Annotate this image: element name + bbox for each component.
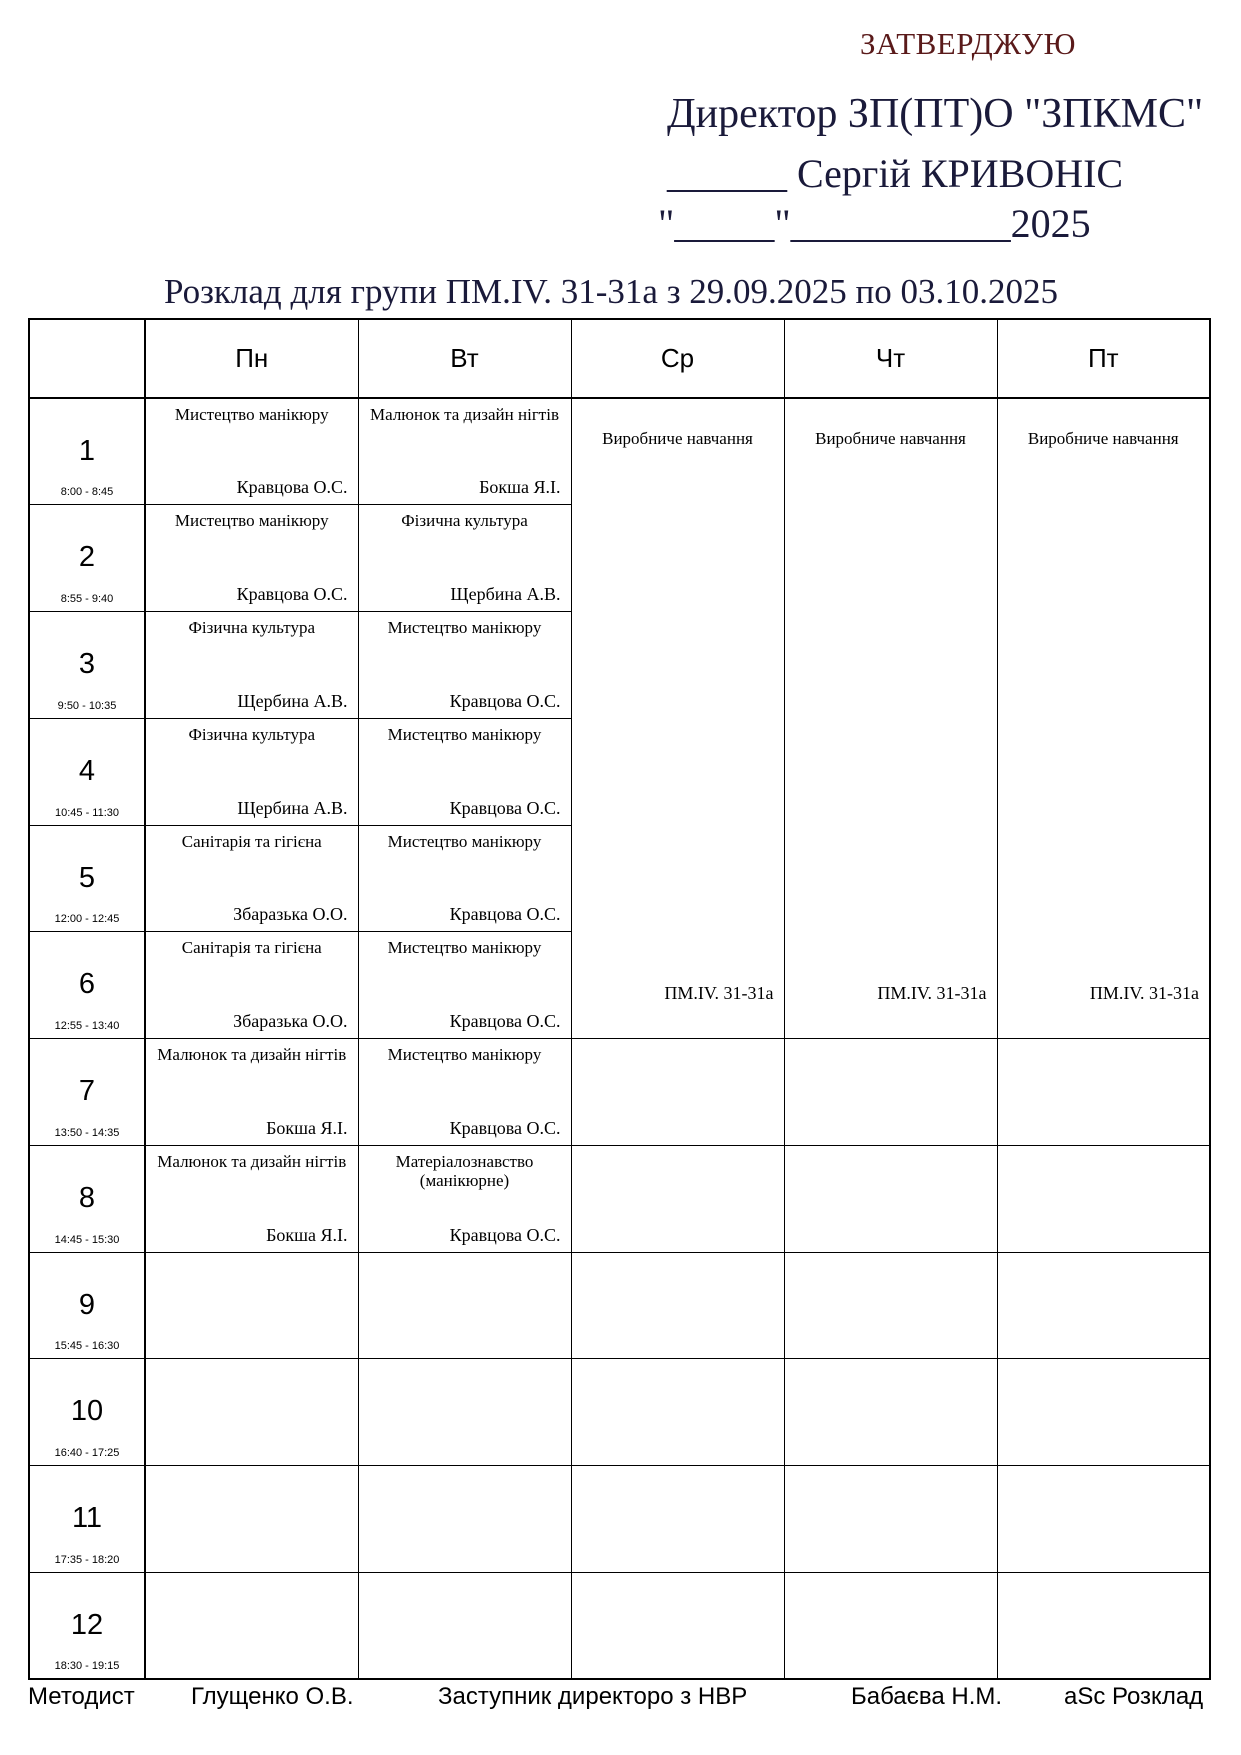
empty-cell <box>145 1466 358 1573</box>
lesson-subject: Мистецтво манікюру <box>387 938 542 958</box>
period-row <box>29 1466 1210 1573</box>
lesson-subject: Санітарія та гігієна <box>181 938 322 958</box>
lesson-cell-mon <box>145 505 358 612</box>
lesson-subject: Мистецтво манікюру <box>387 724 542 744</box>
lesson-cell-tue <box>358 612 571 719</box>
period-time: 13:50 - 14:35 <box>54 1126 120 1139</box>
period-cell <box>29 398 145 505</box>
lesson-teacher: Кравцова О.С. <box>449 1117 561 1138</box>
period-cell <box>29 718 145 825</box>
empty-cell <box>358 1252 571 1359</box>
lesson-cell-mon <box>145 932 358 1039</box>
empty-cell <box>784 1359 997 1466</box>
period-row <box>29 1145 1210 1252</box>
empty-cell <box>997 1252 1210 1359</box>
production-group: ПМ.IV. 31-31а <box>664 983 774 1003</box>
period-number: 1 <box>78 435 96 467</box>
empty-cell <box>997 1572 1210 1679</box>
lesson-subject: Мистецтво манікюру <box>174 511 329 531</box>
lesson-cell-tue <box>358 398 571 505</box>
period-row <box>29 1572 1210 1679</box>
day-header-wed: Ср <box>571 319 784 398</box>
period-number: 9 <box>78 1288 96 1321</box>
period-cell <box>29 505 145 612</box>
production-subject: Виробниче навчання <box>602 429 753 448</box>
period-cell <box>29 1572 145 1679</box>
empty-cell <box>997 1145 1210 1252</box>
lesson-subject: Мистецтво манікюру <box>387 1045 542 1064</box>
empty-cell <box>571 1039 784 1146</box>
empty-cell <box>145 1359 358 1466</box>
period-number: 10 <box>70 1395 104 1428</box>
lesson-cell-mon <box>145 398 358 505</box>
lesson-teacher: Кравцова О.С. <box>449 1011 561 1031</box>
software-credit: aSc Розклад <box>1064 1683 1204 1710</box>
lesson-teacher: Щербина А.В. <box>237 690 348 711</box>
period-number: 5 <box>78 861 96 894</box>
day-header-tue: Вт <box>358 319 571 398</box>
lesson-subject: Малюнок та дизайн нігтів <box>370 405 559 424</box>
lesson-cell-tue <box>358 932 571 1039</box>
lesson-cell-tue <box>358 1039 571 1146</box>
lesson-cell-tue <box>358 825 571 932</box>
empty-cell <box>358 1359 571 1466</box>
period-time: 18:30 - 19:15 <box>54 1660 120 1672</box>
day-header-thu: Чт <box>784 319 997 398</box>
lesson-cell-mon <box>145 1039 358 1146</box>
lesson-teacher: Щербина А.В. <box>450 584 561 604</box>
period-number: 12 <box>70 1608 104 1641</box>
deputy-name: Бабаєва Н.М. <box>851 1683 1003 1710</box>
period-number: 8 <box>78 1181 96 1214</box>
empty-cell <box>571 1252 784 1359</box>
director-title: Директор ЗП(ПТ)О "ЗПКМС" <box>667 91 1204 137</box>
day-header-mon: Пн <box>145 319 358 398</box>
empty-cell <box>784 1572 997 1679</box>
production-subject: Виробниче навчання <box>815 429 966 448</box>
corner-cell <box>29 319 145 398</box>
schedule-title: Розклад для групи ПМ.IV. 31-31а з 29.09.2025 по 03.10.2025 <box>163 272 1059 311</box>
schedule-table <box>28 318 1211 1680</box>
lesson-cell-mon <box>145 612 358 719</box>
lesson-teacher: Кравцова О.С. <box>449 690 561 711</box>
period-time: 12:00 - 12:45 <box>54 913 120 926</box>
empty-cell <box>784 1145 997 1252</box>
period-number: 6 <box>78 968 96 1001</box>
empty-cell <box>145 1572 358 1679</box>
lesson-teacher: Кравцова О.С. <box>449 1224 561 1245</box>
period-cell <box>29 932 145 1039</box>
period-cell <box>29 1359 145 1466</box>
lesson-subject: Мистецтво манікюру <box>387 831 542 851</box>
empty-cell <box>997 1039 1210 1146</box>
period-row <box>29 398 1210 505</box>
empty-cell <box>571 1145 784 1252</box>
empty-cell <box>358 1572 571 1679</box>
period-cell <box>29 1039 145 1146</box>
production-cell-thu <box>784 398 997 1039</box>
director-signature: ______ Сергій КРИВОНІС <box>667 151 1124 196</box>
lesson-teacher: Кравцова О.С. <box>449 797 561 818</box>
methodist-label: Методист <box>28 1683 135 1710</box>
production-group: ПМ.IV. 31-31а <box>877 983 987 1003</box>
deputy-label: Заступник директоро з НВР <box>438 1683 748 1710</box>
lesson-teacher: Бокша Я.І. <box>266 1117 348 1138</box>
empty-cell <box>571 1359 784 1466</box>
lesson-teacher: Кравцова О.С. <box>449 904 561 925</box>
period-time: 16:40 - 17:25 <box>54 1447 120 1459</box>
lesson-cell-tue <box>358 1145 571 1252</box>
empty-cell <box>784 1466 997 1573</box>
period-cell <box>29 1145 145 1252</box>
lesson-teacher: Кравцова О.С. <box>236 584 348 604</box>
lesson-cell-mon <box>145 718 358 825</box>
lesson-subject: Фізична культура <box>188 724 316 744</box>
production-cell-fri <box>997 398 1210 1039</box>
period-cell <box>29 825 145 932</box>
lesson-teacher: Бокша Я.І. <box>479 477 561 498</box>
lesson-subject: Санітарія та гігієна <box>181 831 322 851</box>
period-cell <box>29 612 145 719</box>
empty-cell <box>784 1039 997 1146</box>
period-time: 12:55 - 13:40 <box>54 1020 120 1032</box>
period-time: 17:35 - 18:20 <box>54 1553 120 1566</box>
lesson-teacher: Кравцова О.С. <box>236 477 348 498</box>
period-number: 2 <box>78 541 96 574</box>
approve-heading: ЗАТВЕРДЖУЮ <box>860 26 1076 61</box>
period-time: 8:00 - 8:45 <box>60 486 114 499</box>
empty-cell <box>358 1466 571 1573</box>
lesson-subject: Малюнок та дизайн нігтів <box>157 1045 347 1064</box>
period-time: 15:45 - 16:30 <box>54 1340 120 1353</box>
empty-cell <box>145 1252 358 1359</box>
empty-cell <box>997 1466 1210 1573</box>
period-number: 4 <box>78 754 96 787</box>
period-time: 8:55 - 9:40 <box>60 593 114 605</box>
period-number: 3 <box>78 648 96 680</box>
day-header-fri: Пт <box>997 319 1210 398</box>
lesson-teacher: Бокша Я.І. <box>266 1224 348 1245</box>
period-row <box>29 1359 1210 1466</box>
lesson-cell-mon <box>145 825 358 932</box>
lesson-subject: Фізична культура <box>401 511 528 531</box>
day-header-row <box>29 319 1210 398</box>
production-cell-wed <box>571 398 784 1039</box>
period-number: 11 <box>71 1502 103 1534</box>
lesson-subject: Фізична культура <box>188 618 316 637</box>
empty-cell <box>571 1466 784 1573</box>
empty-cell <box>571 1572 784 1679</box>
lesson-teacher: Збаразька О.О. <box>233 1011 348 1031</box>
period-time: 14:45 - 15:30 <box>54 1233 120 1246</box>
lesson-teacher: Щербина А.В. <box>237 797 348 818</box>
lesson-subject: Мистецтво манікюру <box>387 618 542 637</box>
lesson-subject: Малюнок та дизайн нігтів <box>157 1151 347 1171</box>
production-subject: Виробниче навчання <box>1027 429 1179 448</box>
period-cell <box>29 1466 145 1573</box>
period-row <box>29 1252 1210 1359</box>
lesson-subject: Матеріалознавство (манікюрне) <box>395 1151 534 1190</box>
lesson-cell-tue <box>358 718 571 825</box>
empty-cell <box>784 1252 997 1359</box>
methodist-name: Глущенко О.В. <box>191 1683 354 1710</box>
production-group: ПМ.IV. 31-31а <box>1089 983 1199 1003</box>
empty-cell <box>997 1359 1210 1466</box>
lesson-cell-mon <box>145 1145 358 1252</box>
period-cell <box>29 1252 145 1359</box>
period-time: 10:45 - 11:30 <box>54 806 119 819</box>
period-number: 7 <box>78 1075 96 1107</box>
lesson-subject: Мистецтво манікюру <box>174 405 329 424</box>
approval-date-line: "_____"___________2025 <box>658 201 1091 246</box>
lesson-teacher: Збаразька О.О. <box>233 904 348 925</box>
lesson-cell-tue <box>358 505 571 612</box>
period-row <box>29 1039 1210 1146</box>
period-time: 9:50 - 10:35 <box>57 699 117 712</box>
